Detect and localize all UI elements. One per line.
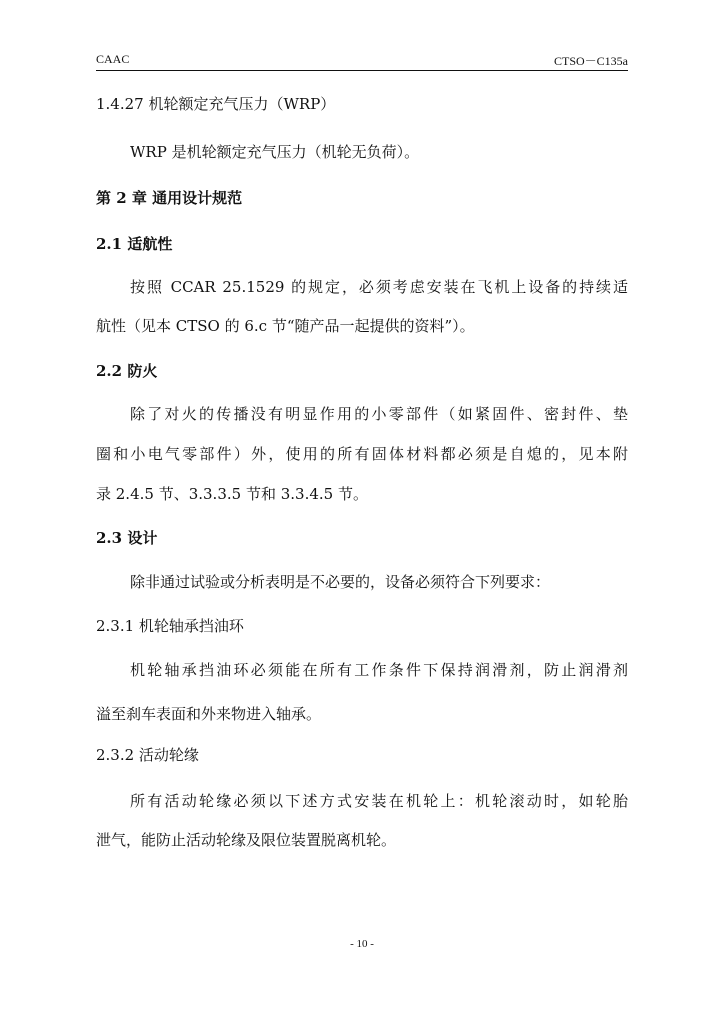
section-2-3-heading: 2.3 设计: [96, 529, 158, 547]
section-2-3-2-text-line-2: 泄气，能防止活动轮缘及限位装置脱离机轮。: [96, 831, 397, 849]
header-left-org: CAAC: [96, 52, 130, 66]
page-header: [96, 52, 628, 70]
section-2-1-heading: 2.1 适航性: [96, 235, 173, 253]
section-2-2-heading: 2.2 防火: [96, 362, 158, 380]
section-2-3-1-text-line-1: 机轮轴承挡油环必须能在所有工作条件下保持润滑剂，防止润滑剂: [130, 661, 628, 679]
section-2-3-2-text-line-1: 所有活动轮缘必须以下述方式安装在机轮上：机轮滚动时，如轮胎: [130, 792, 628, 810]
section-2-2-text-line-2: 圈和小电气零部件）外，使用的所有固体材料都必须是自熄的，见本附: [96, 445, 628, 463]
section-2-3-text: 除非通过试验或分析表明是不必要的，设备必须符合下列要求：: [130, 573, 551, 591]
page-number: - 10 -: [350, 938, 374, 950]
section-2-1-text-line-2: 航性（见本 CTSO 的 6.c 节“随产品一起提供的资料”）。: [96, 317, 475, 335]
section-2-2-text-line-3: 录 2.4.5 节、3.3.3.5 节和 3.3.4.5 节。: [96, 485, 368, 503]
section-2-3-1-heading: 2.3.1 机轮轴承挡油环: [96, 617, 244, 635]
section-1-4-27-text: WRP 是机轮额定充气压力（机轮无负荷）。: [130, 143, 420, 161]
header-rule: [96, 70, 628, 71]
section-2-3-1-text-line-2: 溢至刹车表面和外来物进入轴承。: [96, 705, 322, 723]
chapter-2-heading: 第 2 章 通用设计规范: [96, 189, 243, 207]
section-2-1-text-line-1: 按照 CCAR 25.1529 的规定，必须考虑安装在飞机上设备的持续适: [130, 278, 628, 296]
section-1-4-27-heading: 1.4.27 机轮额定充气压力（WRP）: [96, 95, 336, 113]
section-2-3-2-heading: 2.3.2 活动轮缘: [96, 746, 199, 764]
header-right-doc-id: CTSO－C135a: [553, 54, 628, 68]
section-2-2-text-line-1: 除了对火的传播没有明显作用的小零部件（如紧固件、密封件、垫: [130, 405, 628, 423]
